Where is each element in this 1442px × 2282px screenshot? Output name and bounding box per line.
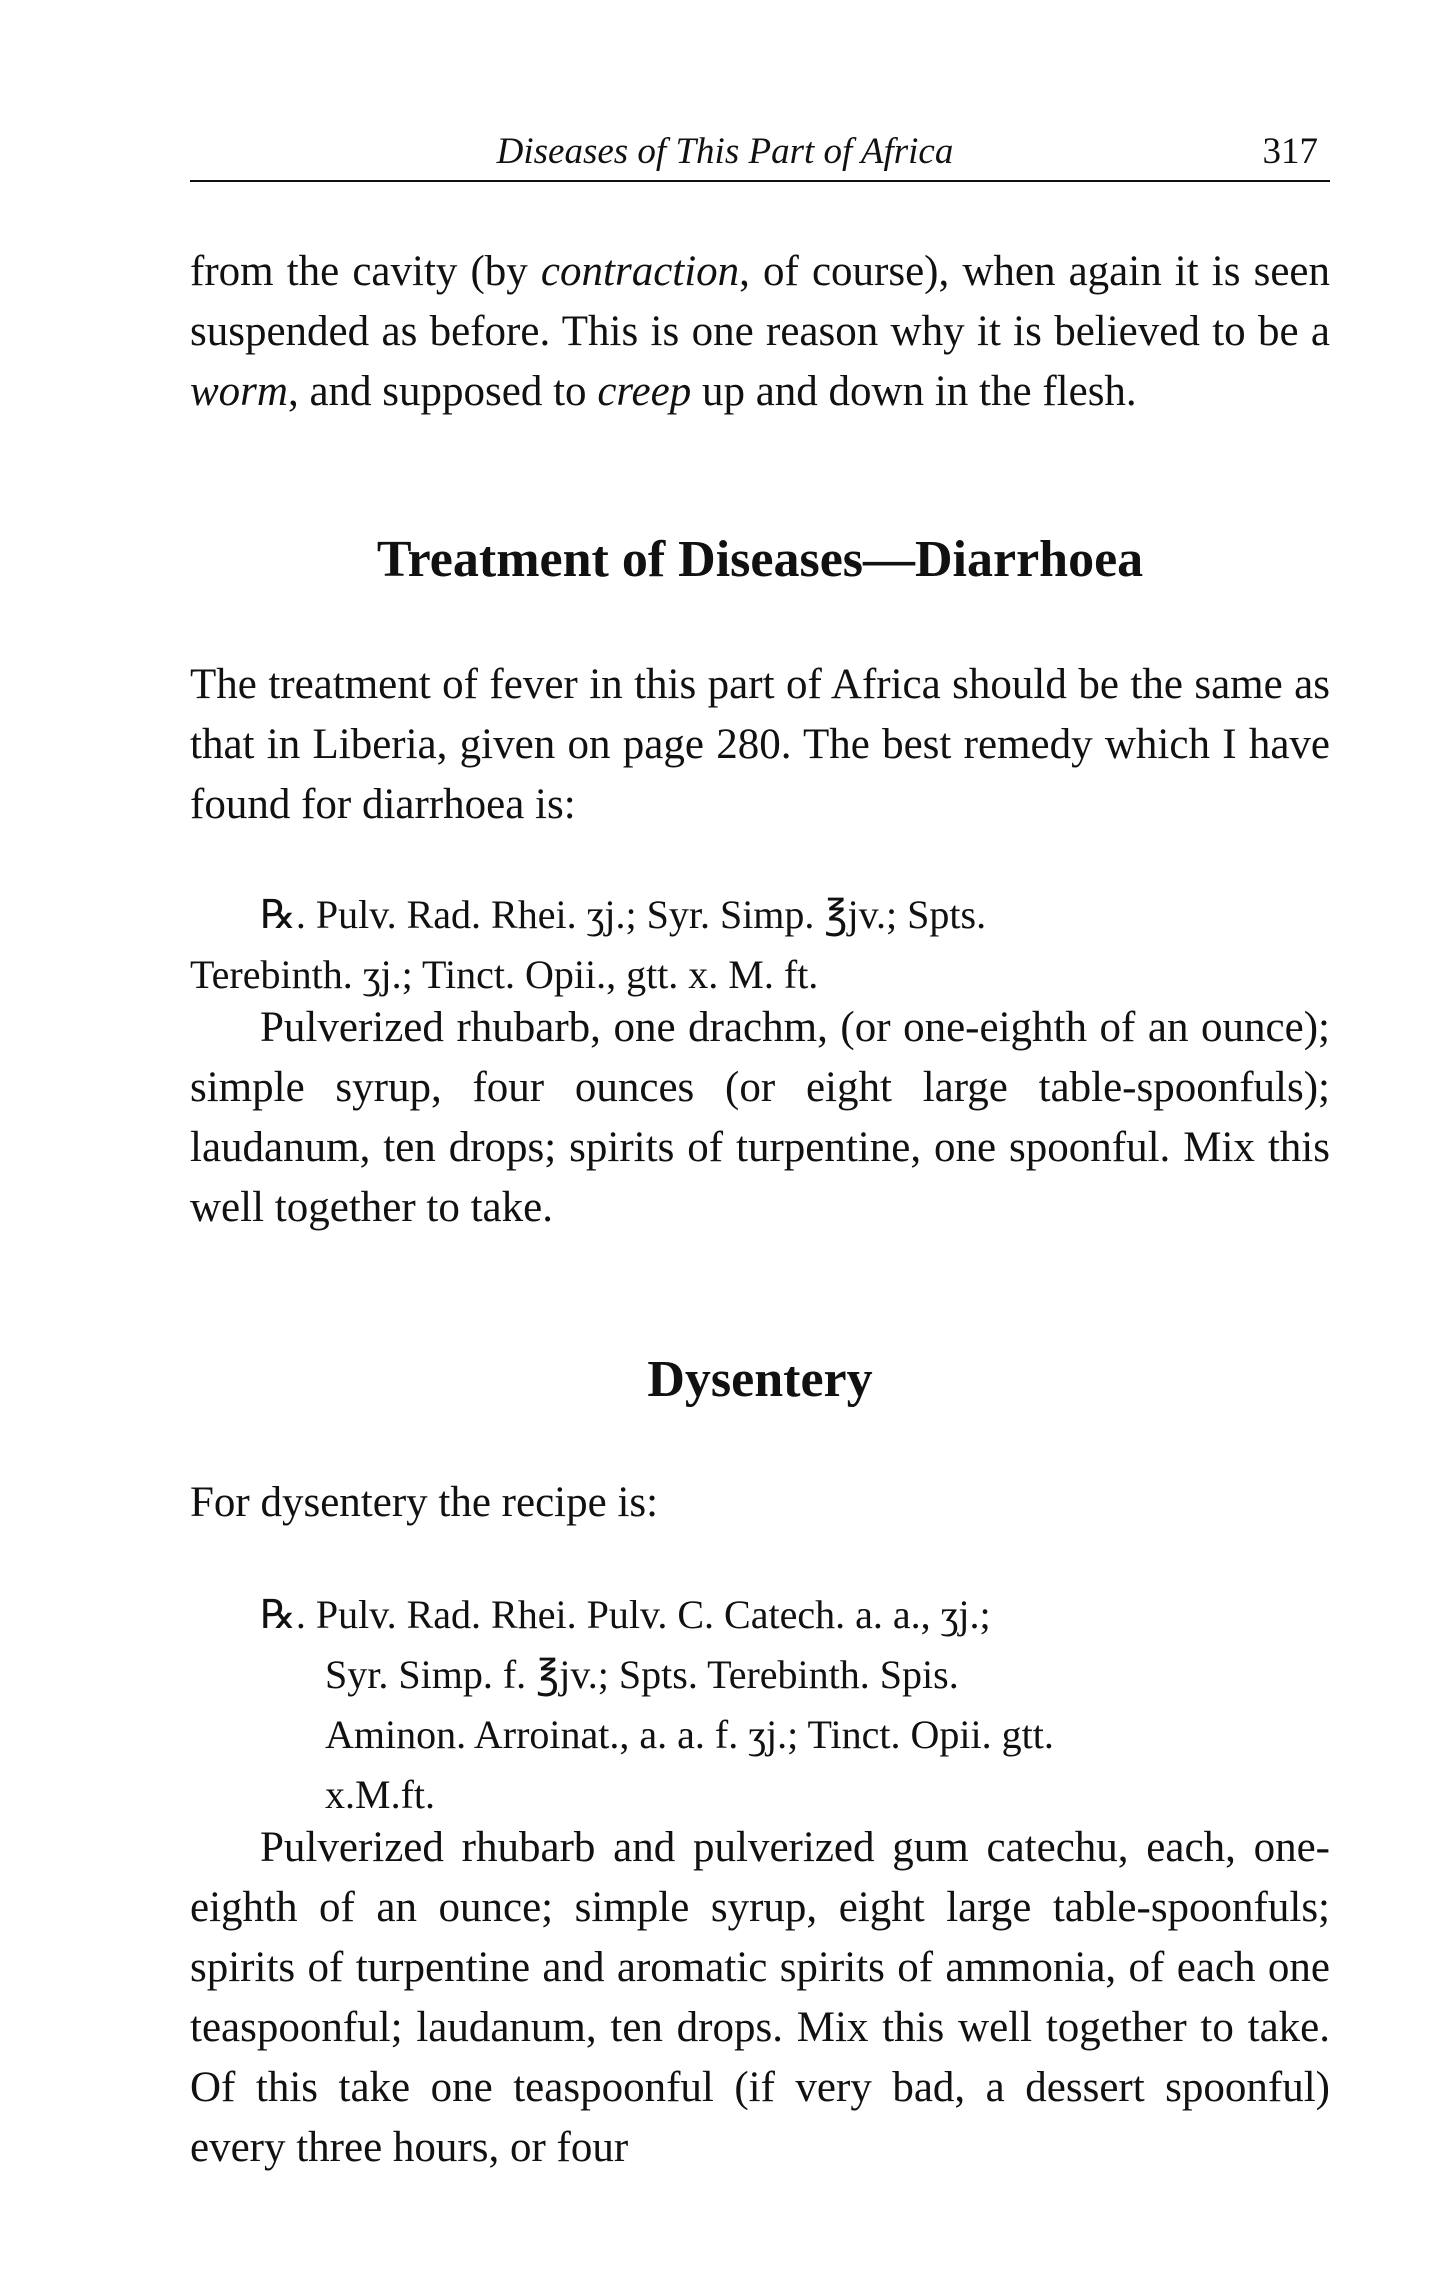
text-emphasis: contraction — [540, 248, 740, 295]
paragraph-treatment-intro: The treatment of fever in this part of Africa should be the same as that in Liberia, given on page 280. The best remedy which I have found for diarrhoea is: — [190, 661, 1330, 828]
prescription-line: Syr. Simp. f. ℥jv.; Spts. Terebinth. Spis. — [325, 1652, 959, 1697]
paragraph-dysentery-intro: For dysentery the recipe is: — [190, 1479, 659, 1526]
text-run: up and down in the flesh. — [691, 368, 1137, 415]
text-emphasis: creep — [597, 368, 692, 415]
prescription-line: x.M.ft. — [325, 1772, 435, 1817]
prescription-line: Aminon. Arroinat., a. a. f. ʒj.; Tinct. Opii. gtt. — [325, 1712, 1054, 1757]
paragraph-dysentery-explained: Pulverized rhubarb and pulverized gum catechu, each, one-eighth of an ounce; simple syrup, eight large table-spoonfuls; spirits of turpentine and aromatic spirits of ammonia, of each one teaspoonful; laudanum, ten drops. Mix this well together to take. Of this take one teaspoonful (if very bad, a dessert spoonful) every three hours, or four — [190, 1824, 1330, 2171]
paragraph-continuation — [190, 242, 1330, 422]
text-run: , and supposed to — [287, 368, 598, 415]
paragraph-prescription-explained: Pulverized rhubarb, one drachm, (or one-eighth of an ounce); simple syrup, four ounces (or eight large table-spoonfuls); laudanum, ten drops; spirits of turpentine, one spoonful. Mix this well together to take. — [190, 1004, 1330, 1231]
section-heading-diarrhoea: Treatment of Diseases—Diarrhoea — [376, 531, 1144, 588]
page-number: 317 — [1262, 131, 1318, 172]
text-run: , of course), when again it is seen suspended as before. This is one reason why it is believed to be a — [190, 248, 1330, 355]
section-heading-dysentery: Dysentery — [647, 1351, 873, 1408]
prescription-line: ℞. Pulv. Rad. Rhei. Pulv. C. Catech. a. a., ʒj.; — [260, 1592, 991, 1637]
header-rule — [190, 180, 1330, 182]
running-title: Diseases of This Part of Africa — [496, 131, 954, 172]
prescription-line: Terebinth. ʒj.; Tinct. Opii., gtt. x. M. ft. — [190, 952, 819, 997]
text-emphasis: worm — [190, 368, 288, 415]
prescription-line: ℞. Pulv. Rad. Rhei. ʒj.; Syr. Simp. ℥jv.; Spts. — [260, 892, 987, 937]
running-head — [190, 130, 1330, 180]
text-run: from the cavity (by — [190, 248, 541, 295]
